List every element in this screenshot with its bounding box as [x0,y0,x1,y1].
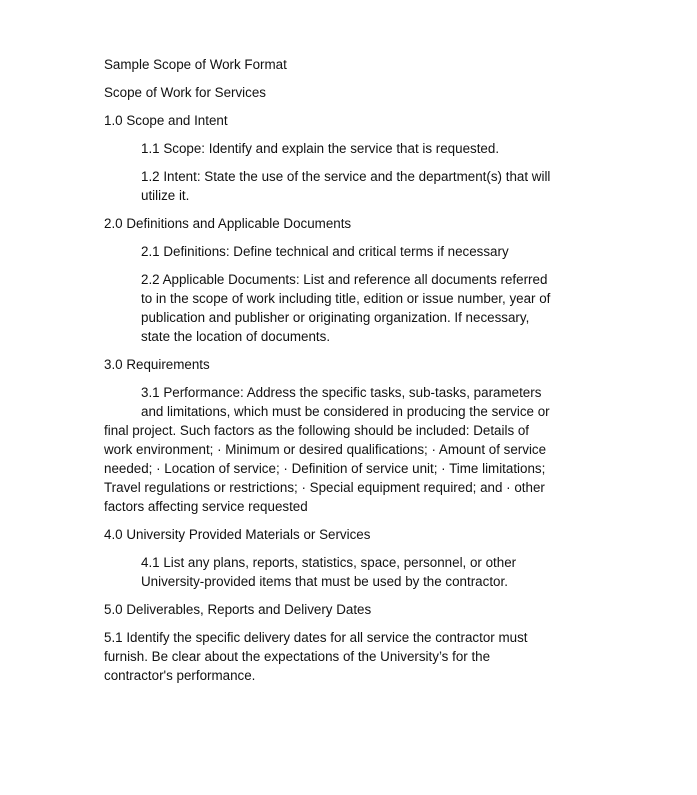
section-2-2-line: state the location of documents. [141,329,331,344]
document-title: Sample Scope of Work Format [104,57,287,72]
section-3-1-line: factors affecting service requested [104,499,308,514]
section-5-1 [104,628,574,685]
section-4-heading: 4.0 University Provided Materials or Services [104,527,371,542]
section-1-2-line: 1.2 Intent: State the use of the service and the department(s) that will [141,169,551,184]
section-3-heading: 3.0 Requirements [104,357,210,372]
section-2-2 [141,270,574,346]
section-1-heading: 1.0 Scope and Intent [104,113,228,128]
section-3-1-line: work environment; · Minimum or desired qualifications; · Amount of service [104,442,547,457]
section-5-1-line: 5.1 Identify the specific delivery dates for all service the contractor must [104,630,528,645]
section-3-1-line: Travel regulations or restrictions; · Special equipment required; and · other [104,480,545,495]
section-3-1 [104,383,574,516]
section-2-2-line: publication and publisher or originating organization. If necessary, [141,310,530,325]
section-2-heading: 2.0 Definitions and Applicable Documents [104,216,352,231]
section-3-1-line: needed; · Location of service; · Definition of service unit; · Time limitations; [104,461,546,476]
section-2-2-line: to in the scope of work including title, edition or issue number, year of [141,291,551,306]
document-subtitle: Scope of Work for Services [104,85,266,100]
section-1-1: 1.1 Scope: Identify and explain the service that is requested. [141,141,500,156]
section-2-2-line: 2.2 Applicable Documents: List and reference all documents referred [141,272,548,287]
section-1-2-line: utilize it. [141,188,190,203]
section-3-1-line: and limitations, which must be considered in producing the service or [141,404,550,419]
section-1-2 [141,167,574,205]
section-5-heading: 5.0 Deliverables, Reports and Delivery Dates [104,602,372,617]
section-3-1-line: 3.1 Performance: Address the specific tasks, sub-tasks, parameters [141,385,542,400]
section-3-1-line: final project. Such factors as the following should be included: Details of [104,423,530,438]
section-2-1: 2.1 Definitions: Define technical and critical terms if necessary [141,244,509,259]
section-4-1-line: University-provided items that must be used by the contractor. [141,574,508,589]
document-body [104,55,574,694]
section-5-1-line: contractor's performance. [104,668,256,683]
section-4-1 [141,553,574,591]
section-4-1-line: 4.1 List any plans, reports, statistics, space, personnel, or other [141,555,517,570]
section-5-1-line: furnish. Be clear about the expectations of the University’s for the [104,649,491,664]
